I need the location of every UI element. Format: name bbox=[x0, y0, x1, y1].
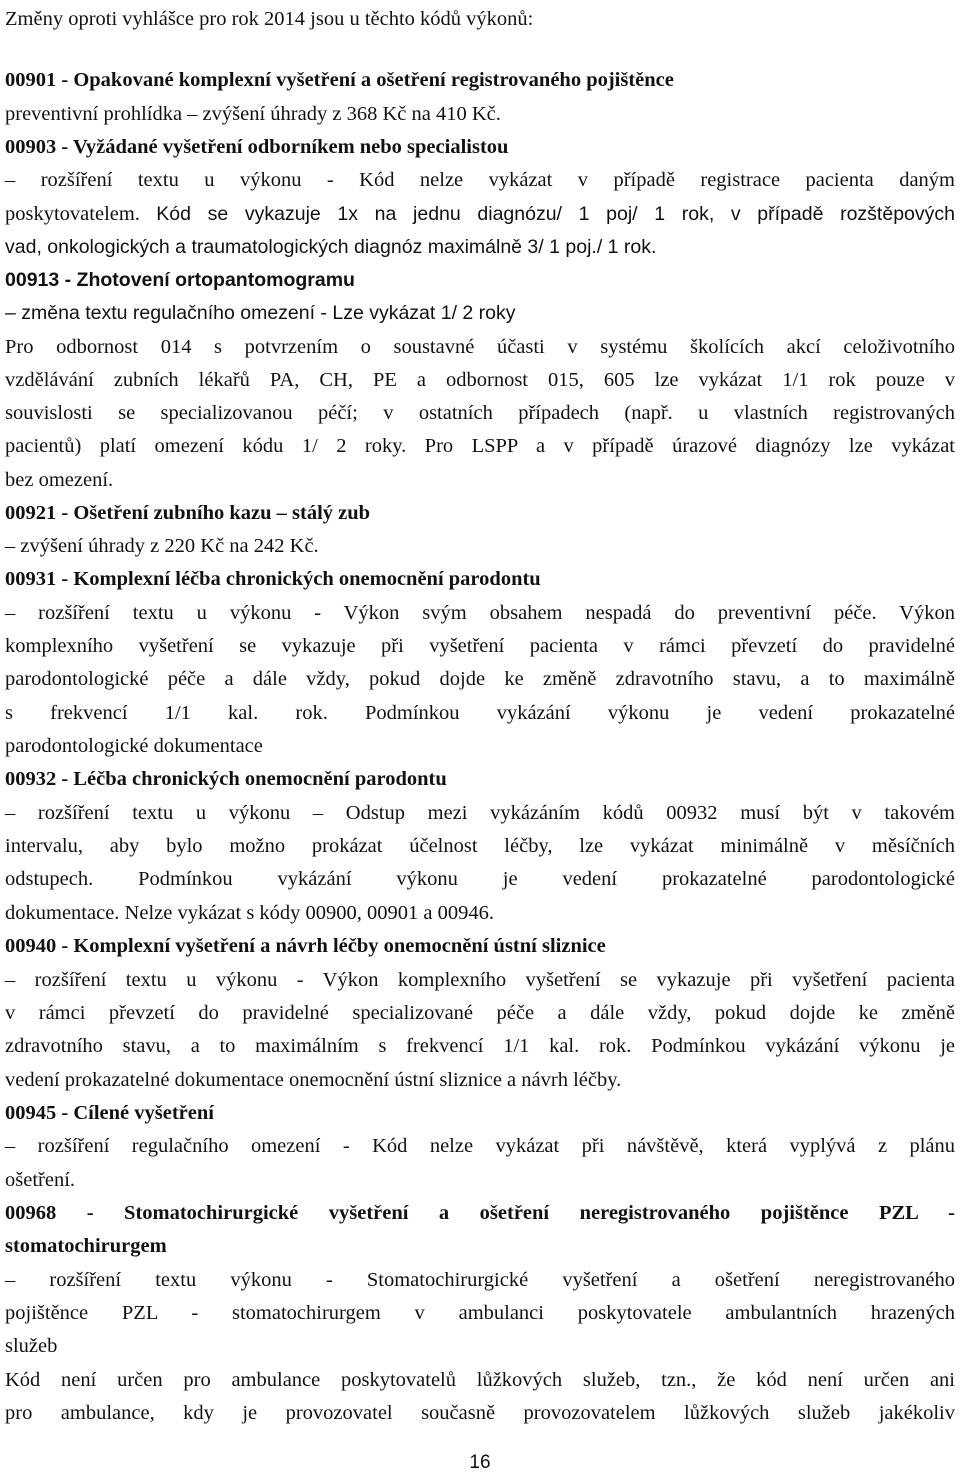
paragraph-line: pro ambulance, kdy je provozovatel současně provozovatelem lůžkových služeb jakékoliv bbox=[5, 1402, 955, 1424]
paragraph-line: souvislosti se specializovanou péčí; v ostatních případech (např. u vlastních registrovaných bbox=[5, 402, 955, 424]
change-00931: – rozšíření textu u výkonu - Výkon svým obsahem nespadá do preventivní péče. Výkon bbox=[5, 602, 955, 624]
paragraph-line: Pro odbornost 014 s potvrzením o soustavné účasti v systému školících akcí celoživotního bbox=[5, 336, 955, 358]
paragraph-line: ošetření. bbox=[5, 1169, 76, 1191]
page-number: 16 bbox=[469, 1452, 491, 1473]
paragraph-line: bez omezení. bbox=[5, 469, 114, 491]
change-00932: – rozšíření textu u výkonu – Odstup mezi vykázáním kódů 00932 musí být v takovém bbox=[5, 802, 955, 824]
heading-00903: 00903 - Vyžádané vyšetření odborníkem nebo specialistou bbox=[5, 136, 509, 158]
heading-00945: 00945 - Cílené vyšetření bbox=[5, 1102, 214, 1124]
paragraph-line: dokumentace. Nelze vykázat s kódy 00900, 00901 a 00946. bbox=[5, 902, 495, 924]
paragraph-line: služeb bbox=[5, 1335, 58, 1357]
change-00921: – zvýšení úhrady z 220 Kč na 242 Kč. bbox=[5, 535, 319, 557]
paragraph-line: zdravotního stavu, a to maximálním s frekvencí 1/1 kal. rok. Podmínkou vykázání výkonu je bbox=[5, 1035, 955, 1057]
heading-00940: 00940 - Komplexní vyšetření a návrh léčby onemocnění ústní sliznice bbox=[5, 935, 606, 957]
paragraph-line: odstupech. Podmínkou vykázání výkonu je vedení prokazatelné parodontologické bbox=[5, 868, 955, 890]
heading-00901: 00901 - Opakované komplexní vyšetření a ošetření registrovaného pojištěnce bbox=[5, 69, 674, 91]
change-00901: preventivní prohlídka – zvýšení úhrady z 368 Kč na 410 Kč. bbox=[5, 103, 501, 125]
heading-00932: 00932 - Léčba chronických onemocnění parodontu bbox=[5, 768, 447, 790]
paragraph-line: s frekvencí 1/1 kal. rok. Podmínkou vykázání výkonu je vedení prokazatelné bbox=[5, 702, 955, 724]
paragraph-line: poskytovatelem. Kód se vykazuje 1x na jednu diagnózu/ 1 poj/ 1 rok, v případě rozštěpových bbox=[5, 203, 955, 225]
paragraph-line: intervalu, aby bylo možno prokázat účelnost léčby, lze vykázat minimálně v měsíčních bbox=[5, 835, 955, 857]
paragraph-line: v rámci převzetí do pravidelné specializované péče a dále vždy, pokud dojde ke změně bbox=[5, 1002, 955, 1024]
change-00945: – rozšíření regulačního omezení - Kód nelze vykázat při návštěvě, která vyplývá z plánu bbox=[5, 1135, 955, 1157]
paragraph-line: pojištěnce PZL - stomatochirurgem v ambulanci poskytovatele ambulantních hrazených bbox=[5, 1302, 955, 1324]
paragraph-line: komplexního vyšetření se vykazuje při vyšetření pacienta v rámci převzetí do pravidelné bbox=[5, 635, 955, 657]
heading-00921: 00921 - Ošetření zubního kazu – stálý zub bbox=[5, 502, 371, 524]
paragraph-line: vzdělávání zubních lékařů PA, CH, PE a odbornost 015, 605 lze vykázat 1/1 rok pouze v bbox=[5, 369, 955, 391]
heading-00913: 00913 - Zhotovení ortopantomogramu bbox=[5, 269, 355, 291]
change-00940: – rozšíření textu u výkonu - Výkon komplexního vyšetření se vykazuje při vyšetření pacienta bbox=[5, 969, 955, 991]
heading-00931: 00931 - Komplexní léčba chronických onemocnění parodontu bbox=[5, 568, 541, 590]
heading-00968: 00968 - Stomatochirurgické vyšetření a ošetření neregistrovaného pojištěnce PZL - bbox=[5, 1202, 955, 1224]
paragraph-line: vad, onkologických a traumatologických diagnóz maximálně 3/ 1 poj./ 1 rok. bbox=[5, 236, 657, 258]
intro-text: Změny oproti vyhlášce pro rok 2014 jsou u těchto kódů výkonů: bbox=[5, 8, 534, 30]
paragraph-line: parodontologické dokumentace bbox=[5, 735, 263, 757]
paragraph-line: Kód není určen pro ambulance poskytovatelů lůžkových služeb, tzn., že kód není určen ani bbox=[5, 1369, 955, 1391]
paragraph-line: vedení prokazatelné dokumentace onemocnění ústní sliznice a návrh léčby. bbox=[5, 1069, 622, 1091]
paragraph-line: parodontologické péče a dále vždy, pokud dojde ke změně zdravotního stavu, a to maximálně bbox=[5, 668, 955, 690]
change-00913: – změna textu regulačního omezení - Lze vykázat 1/ 2 roky bbox=[5, 302, 516, 324]
heading-00968-cont: stomatochirurgem bbox=[5, 1235, 167, 1257]
change-00903: – rozšíření textu u výkonu - Kód nelze vykázat v případě registrace pacienta daným bbox=[5, 169, 955, 191]
paragraph-line: pacientů) platí omezení kódu 1/ 2 roky. Pro LSPP a v případě úrazové diagnózy lze vykázat bbox=[5, 435, 955, 457]
change-00968: – rozšíření textu výkonu - Stomatochirurgické vyšetření a ošetření neregistrovaného bbox=[5, 1269, 955, 1291]
